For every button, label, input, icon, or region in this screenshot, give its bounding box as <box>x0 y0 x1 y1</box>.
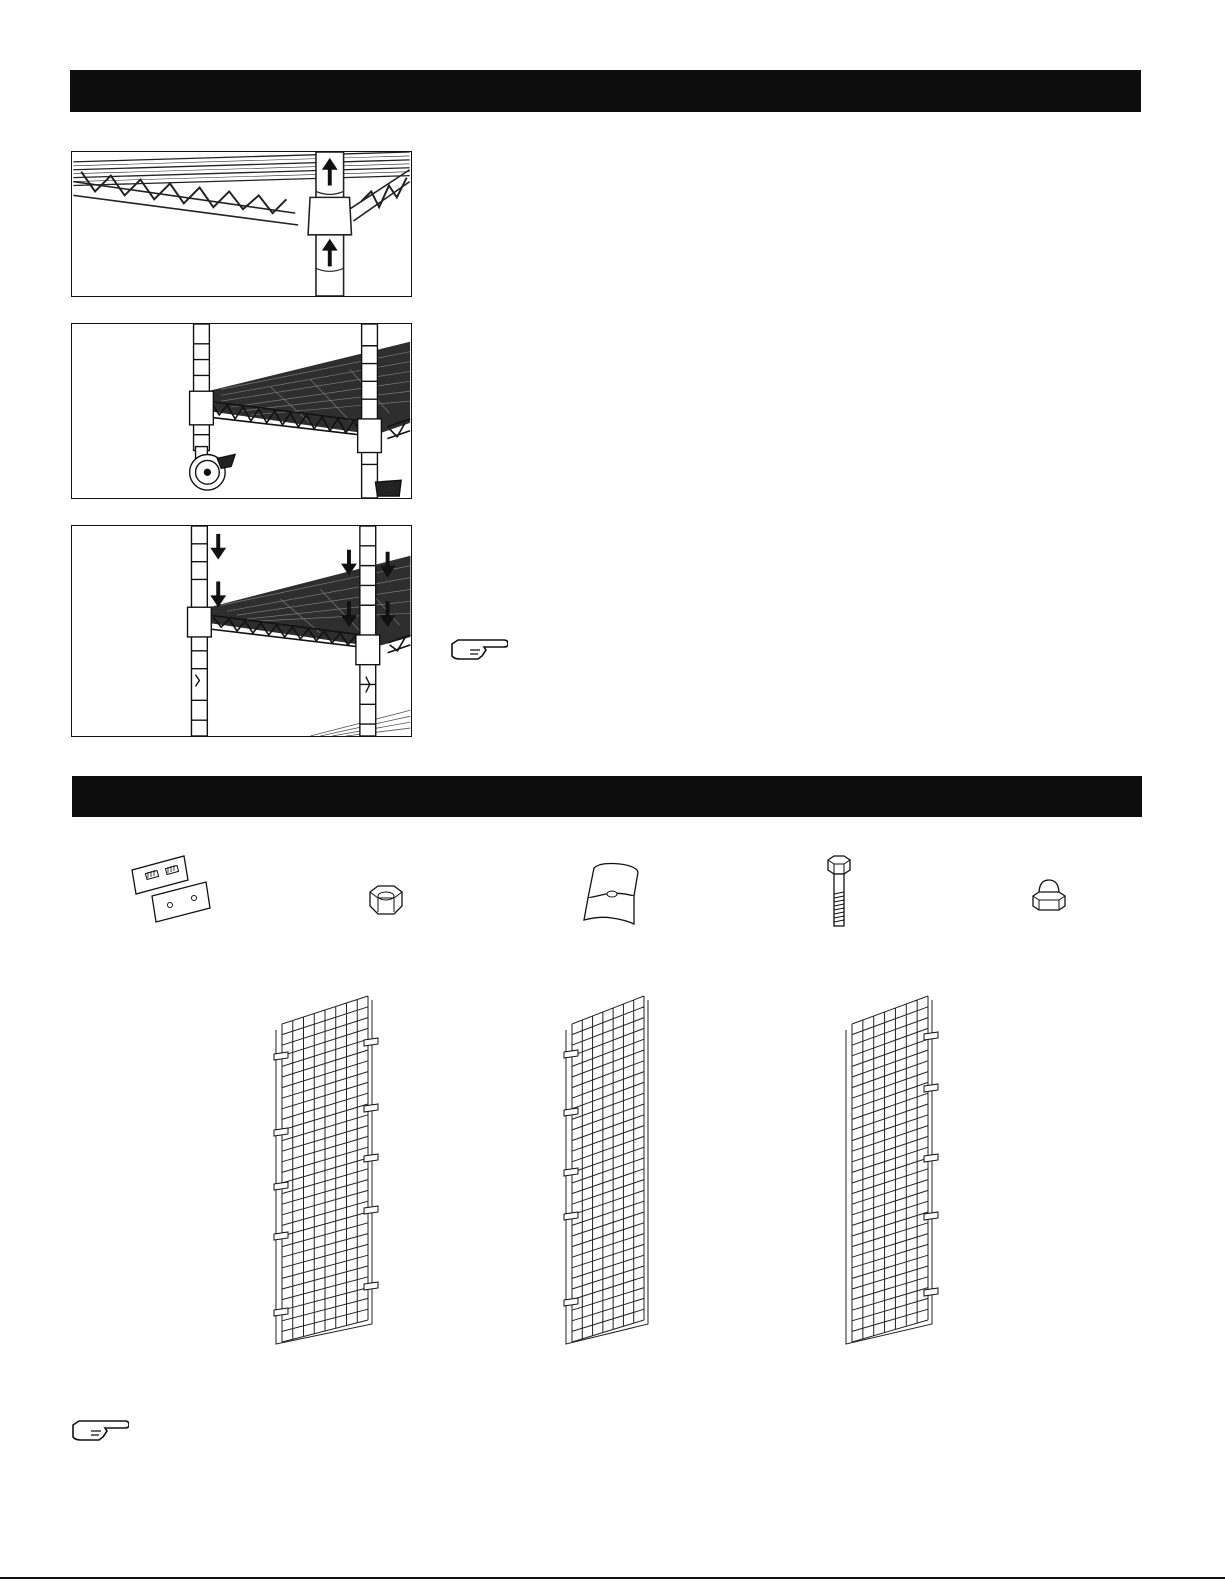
wire-panel-left-icon <box>270 994 380 1346</box>
cap-nut-icon <box>1029 878 1069 914</box>
hex-bolt-icon <box>824 854 854 928</box>
wire-panel-right-icon <box>840 994 940 1346</box>
connector-plates-icon <box>128 850 218 930</box>
step-3-illustration <box>71 525 412 737</box>
pointing-hand-icon <box>71 1419 129 1443</box>
bracket-clip-icon <box>580 858 642 928</box>
hex-nut-icon <box>366 882 406 918</box>
step-1-illustration <box>71 151 412 297</box>
section-header-bar-2 <box>72 776 1142 817</box>
wire-panel-middle-icon <box>560 994 656 1346</box>
section-header-bar-1 <box>70 70 1141 112</box>
footer-rule <box>0 1577 1225 1579</box>
step-2-illustration <box>71 323 412 499</box>
pointing-hand-icon <box>450 638 508 662</box>
